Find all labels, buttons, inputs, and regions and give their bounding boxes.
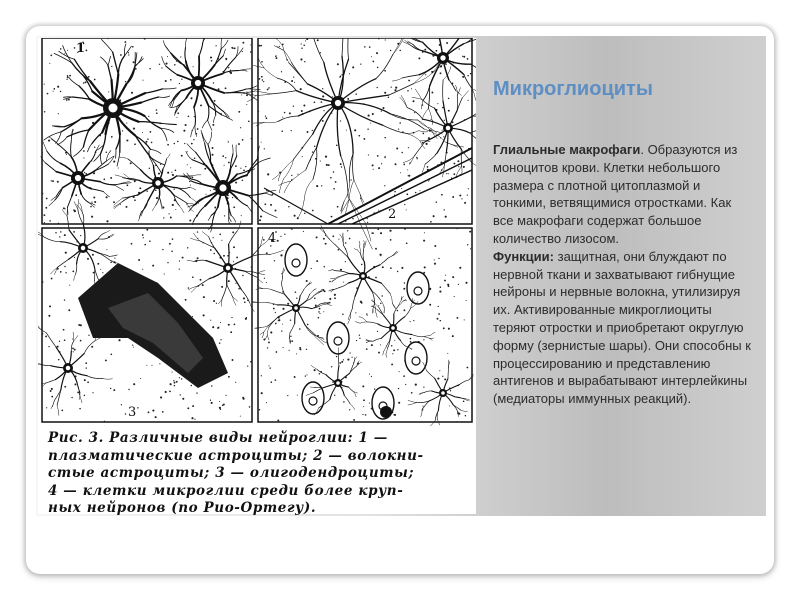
panel-2-frame — [258, 38, 472, 224]
caption-line: Рис. 3. Различные виды нейроглии: 1 — — [48, 430, 388, 446]
functions-text: защитная, они блуждают по нервной ткани и захватывают гибнущие нейроны и нервные волокна, утилизируя их. Активированные микроглиоциты теряют отростки и приобретают округлую форму (зернистые шары). Они способны к процессированию и представлению антигенов и вырабатывают интерлейкины (медиаторы иммунных реакций). — [493, 248, 751, 407]
panel-label-4: 4 — [268, 231, 277, 246]
subtitle: Глиальные макрофаги — [493, 142, 641, 157]
panel-label-3: 3 — [128, 405, 137, 420]
neuroglia-figure — [38, 38, 476, 514]
panel-label-1: 1 — [76, 41, 86, 56]
caption-line: стые астроциты; 3 — олигодендроциты; — [48, 465, 415, 481]
caption-line: 4 — клетки микроглии среди более круп- — [48, 482, 404, 499]
neuroglia-illustration — [38, 38, 476, 426]
slide-title: Микроглиоциты — [493, 78, 653, 100]
panel-label-2: 2 — [388, 207, 397, 222]
subtitle-punct: . — [640, 142, 644, 157]
slide-body-text — [493, 141, 751, 408]
figure-caption — [48, 430, 468, 518]
caption-line: ных нейронов (по Рио-Ортегу). — [48, 500, 317, 516]
intro-text: Образуются из моноцитов крови. Клетки небольшого размера с плотной цитоплазмой и тонкими, ветвящимися отростками. Как все макрофаги содержат большое количество лизосом. — [493, 142, 738, 246]
functions-label: Функции: — [493, 248, 554, 264]
caption-line: плазматические астроциты; 2 — волокни- — [48, 447, 424, 464]
